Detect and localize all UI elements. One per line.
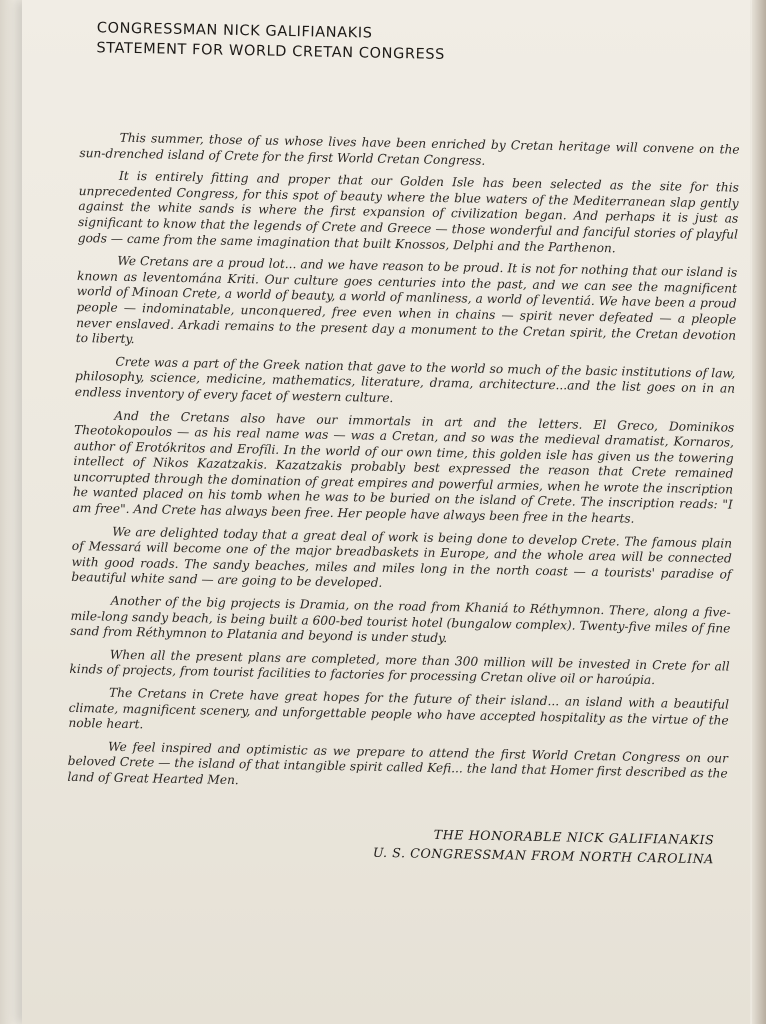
paragraph: We are delighted today that a great deal of work is being done to develop Crete. The famous plain of Messará will become one of the major breadbaskets in Europe, and the whole area will be connected with good roads. The sandy beaches, miles and miles long in the north coast — a tourists' paradise of beautiful white sand — are going to be developed. xyxy=(71,524,733,591)
document-heading xyxy=(96,18,742,70)
heading-line-1: CONGRESSMAN NICK GALIFIANAKIS xyxy=(96,20,373,42)
page-edge xyxy=(752,0,766,1024)
document-page xyxy=(22,0,750,1024)
page-content xyxy=(66,18,742,868)
paragraph: This summer, those of us whose lives have been enriched by Cretan heritage will convene on the sun-drenched island of Crete for the first World Cretan Congress. xyxy=(79,130,740,168)
paragraph: We feel inspired and optimistic as we prepare to attend the first World Cretan Congress on our beloved Crete — the island of that intangible spirit called Kefi... the land that Homer first described as the land of Great Hearted Men. xyxy=(67,739,729,788)
paragraph: We Cretans are a proud lot... and we have reason to be proud. It is not for nothing that our island is known as leventomána Kriti. Our culture goes centuries into the past, and we can see the magnificent world of Minoan Crete, a world of beauty, a world of manliness, a world of leventiá. We have been a proud people — indominatable, unconquered, free even when in chains — spirit never defeated — a pleople never enslaved. Arkadi remains to the present day a monument to the Cretan spirit, the Cretan devotion to liberty. xyxy=(75,253,738,347)
paragraph: When all the present plans are completed, more than 300 million will be invested in Crete for all kinds of projects, from tourist facilities to factories for processing Cretan olive oil or haroúpia. xyxy=(69,647,730,688)
signature-block xyxy=(66,817,727,868)
signature-line-1: THE HONORABLE NICK GALIFIANAKIS xyxy=(433,826,715,847)
paragraph: It is entirely fitting and proper that our Golden Isle has been selected as the site for this unprecedented Congress, for this spot of beauty where the blue waters of the Mediterranean slap gently against the white sands is where the first expansion of civilization began. And perhaps it is just as significant to know that the legends of Crete and Greece — those wonderful and fanciful stories of playful gods — came from the same imagination that built Knossos, Delphi and the Parthenon. xyxy=(77,168,739,255)
heading-line-2: STATEMENT FOR WORLD CRETAN CONGRESS xyxy=(96,40,446,63)
signature-line-2: U. S. CONGRESSMAN FROM NORTH CAROLINA xyxy=(372,844,715,866)
statement-body xyxy=(67,130,739,798)
paragraph: Another of the big projects is Dramia, on the road from Khaniá to Réthymnon. There, along a five-mile-long sandy beach, is being built a 600-bed tourist hotel (bungalow complex). Twenty-five miles of fine sand from Réthymnon to Platania and beyond is under study. xyxy=(70,593,731,646)
paragraph: And the Cretans also have our immortals in art and the letters. El Greco, Dominikos Theotokopoulos — as his real name was — was a Cretan, and so was the medieval dramatist, Kornaros, author of Erotókritos and Erofíli. In the world of our own time, this golden isle has given us the towering intellect of Nikos Kazatzakis. Kazatzakis probably best expressed the reason that Crete remained uncorrupted through the domination of great empires and powerful armies, when he wrote the inscription he wanted placed on his tomb when he was to be buried on the island of Crete. The inscription reads: "I am free". And Crete has always been free. Her people have always been free in the hearts. xyxy=(72,408,735,526)
paragraph: Crete was a part of the Greek nation that gave to the world so much of the basic institutions of law, philosophy, science, medicine, mathematics, literature, drama, architecture...and the list goes on in an endless inventory of every facet of western culture. xyxy=(74,354,736,405)
paragraph: The Cretans in Crete have great hopes for the future of their island... an island with a beautiful climate, magnificent scenery, and unforgettable people who have accepted hospitality as the virtue of the noble heart. xyxy=(68,685,730,732)
